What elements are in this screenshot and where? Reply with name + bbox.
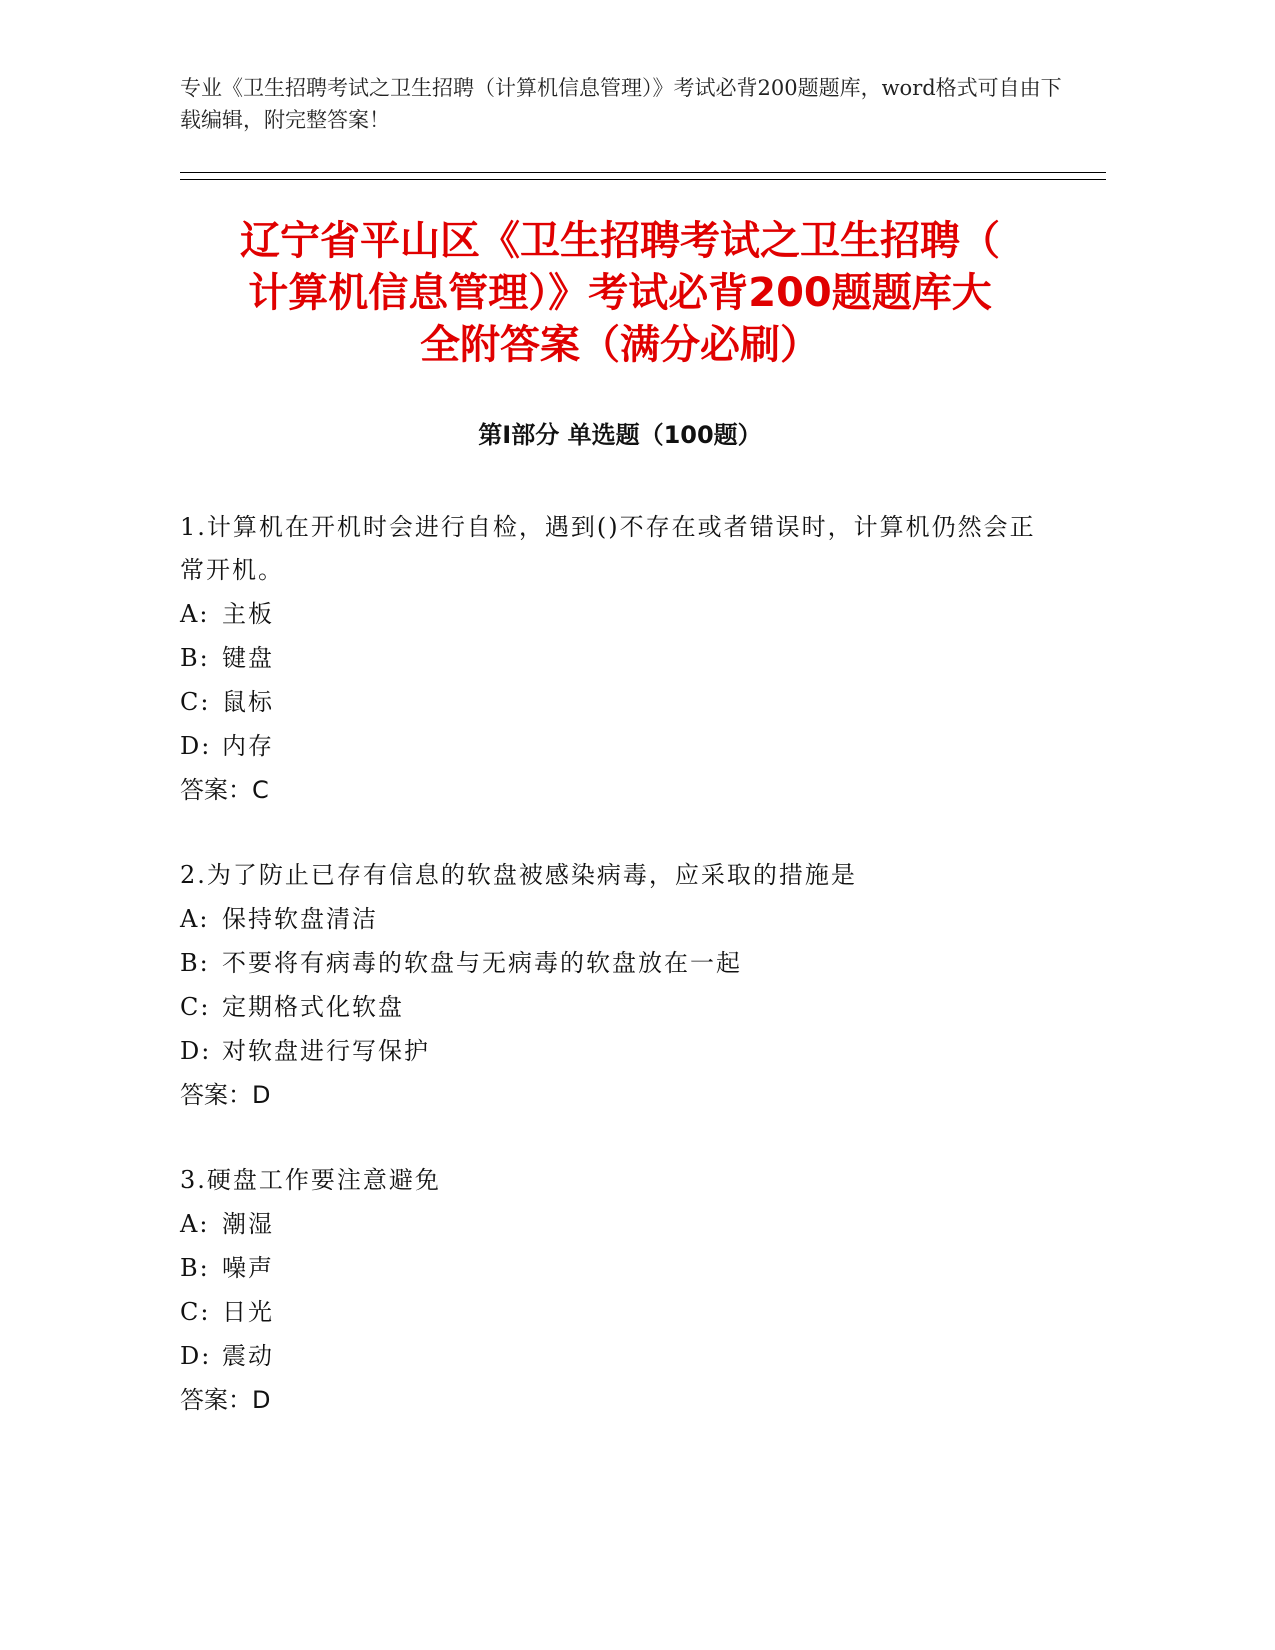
document-title <box>180 215 1060 371</box>
option-c <box>180 680 1040 724</box>
option-d <box>180 724 1040 768</box>
option-letter: A: <box>180 905 210 933</box>
section-heading: 第Ⅰ部分 单选题（100题） <box>478 421 762 449</box>
option-a <box>180 592 1040 636</box>
option-letter: B: <box>180 1254 210 1282</box>
question-stem: 3.硬盘工作要注意避免 <box>180 1166 441 1194</box>
option-letter: D: <box>180 1037 212 1065</box>
option-letter: B: <box>180 949 210 977</box>
answer-line: 答案：C <box>180 776 269 804</box>
question-stem: 1.计算机在开机时会进行自检，遇到()不存在或者错误时，计算机仍然会正常开机。 <box>180 513 1036 584</box>
option-text: 潮湿 <box>222 1210 274 1238</box>
question-2 <box>180 854 1040 1117</box>
option-text: 不要将有病毒的软盘与无病毒的软盘放在一起 <box>222 949 742 977</box>
option-d <box>180 1029 1040 1073</box>
question-list <box>180 506 1040 1464</box>
option-text: 鼠标 <box>222 688 274 716</box>
header-divider-bottom <box>180 179 1106 180</box>
option-b <box>180 941 1040 985</box>
title-line-2: 计算机信息管理）》考试必背200题题库大 <box>248 270 992 316</box>
option-c <box>180 985 1040 1029</box>
option-text: 噪声 <box>222 1254 274 1282</box>
title-line-1: 辽宁省平山区《卫生招聘考试之卫生招聘（ <box>240 218 1000 264</box>
option-a <box>180 897 1040 941</box>
answer-line: 答案：D <box>180 1081 271 1109</box>
option-d <box>180 1334 1040 1378</box>
option-letter: C: <box>180 1298 211 1326</box>
option-letter: A: <box>180 600 210 628</box>
question-1 <box>180 506 1040 812</box>
header-note: 专业《卫生招聘考试之卫生招聘（计算机信息管理）》考试必背200题题库，word格式可自由下载编辑，附完整答案！ <box>180 76 1062 132</box>
option-text: 键盘 <box>222 644 274 672</box>
option-text: 保持软盘清洁 <box>222 905 378 933</box>
title-line-3: 全附答案（满分必刷） <box>420 322 820 368</box>
option-b <box>180 1246 1040 1290</box>
option-text: 主板 <box>222 600 274 628</box>
option-letter: B: <box>180 644 210 672</box>
option-c <box>180 1290 1040 1334</box>
option-b <box>180 636 1040 680</box>
option-text: 对软盘进行写保护 <box>222 1037 430 1065</box>
option-text: 内存 <box>222 732 274 760</box>
option-text: 定期格式化软盘 <box>222 993 404 1021</box>
question-3 <box>180 1159 1040 1422</box>
option-letter: A: <box>180 1210 210 1238</box>
option-letter: C: <box>180 688 211 716</box>
header-divider-top <box>180 172 1106 173</box>
option-text: 震动 <box>222 1342 274 1370</box>
option-letter: C: <box>180 993 211 1021</box>
option-letter: D: <box>180 732 212 760</box>
option-text: 日光 <box>222 1298 274 1326</box>
question-stem: 2.为了防止已存有信息的软盘被感染病毒，应采取的措施是 <box>180 861 857 889</box>
option-letter: D: <box>180 1342 212 1370</box>
answer-line: 答案：D <box>180 1386 271 1414</box>
option-a <box>180 1202 1040 1246</box>
